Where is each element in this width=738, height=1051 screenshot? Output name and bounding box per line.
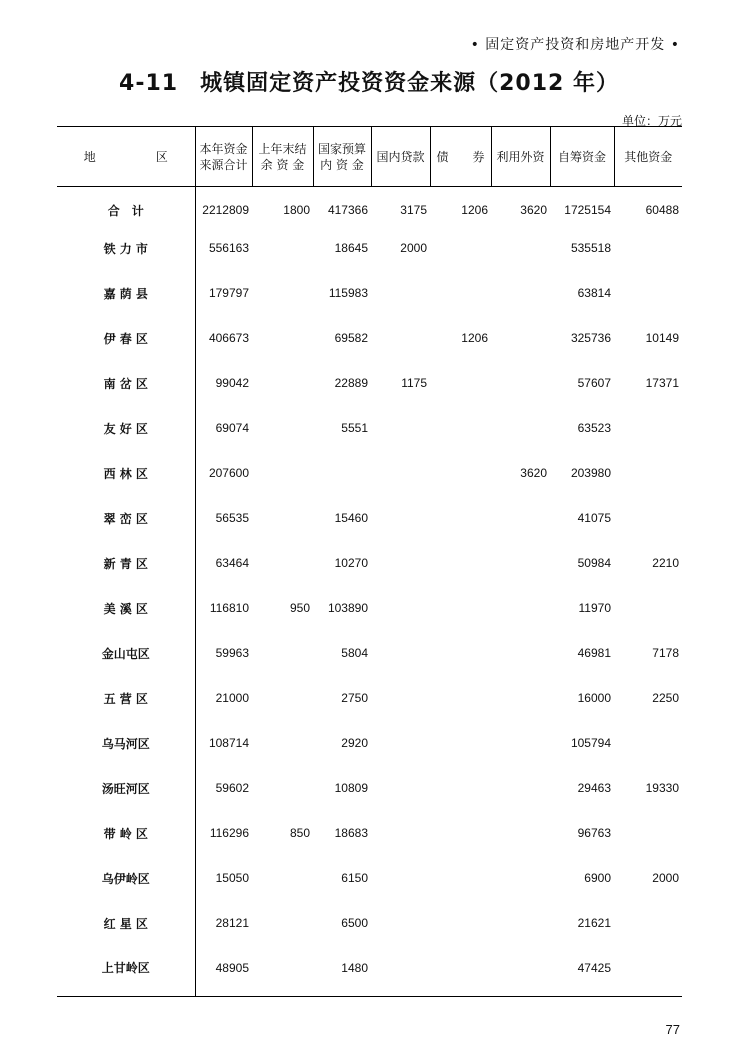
cell-state-budget: 115983 (328, 286, 368, 300)
cell-self-raised: 41075 (577, 511, 611, 525)
cell-total: 406673 (195, 322, 252, 367)
cell-total: 56535 (195, 502, 252, 547)
cell-foreign-capital: 3620 (520, 466, 547, 480)
cell-self-raised: 11970 (578, 601, 611, 615)
cell-domestic-loans (371, 547, 430, 592)
cell-domestic-loans: 3175 (400, 203, 427, 218)
cell-state-budget: 22889 (334, 376, 368, 390)
cell-other: 2250 (652, 691, 679, 705)
cell-self-raised: 96763 (577, 826, 611, 840)
cell-domestic-loans (371, 592, 430, 637)
cell-total: 2212809 (195, 187, 252, 232)
cell-bonds (430, 232, 491, 277)
cell-region: 嘉 荫 县 (103, 286, 148, 301)
table-row (57, 952, 682, 997)
cell-self-raised: 203980 (570, 466, 611, 480)
cell-other: 10149 (645, 331, 679, 345)
cell-self-raised: 1725154 (564, 203, 611, 218)
cell-region: 五 营 区 (103, 691, 148, 706)
cell-carryover (252, 277, 313, 322)
cell-foreign-capital (491, 502, 550, 547)
cell-foreign-capital (491, 682, 550, 727)
cell-other (614, 412, 682, 457)
cell-other (614, 952, 682, 997)
cell-other: 60488 (645, 203, 679, 218)
page-number: 77 (665, 1022, 680, 1037)
cell-bonds (430, 907, 491, 952)
cell-bonds (430, 412, 491, 457)
cell-region: 伊 春 区 (103, 331, 148, 346)
cell-carryover (252, 367, 313, 412)
cell-foreign-capital (491, 862, 550, 907)
cell-bonds (430, 862, 491, 907)
cell-bonds (430, 727, 491, 772)
cell-domestic-loans (371, 772, 430, 817)
cell-region: 乌马河区 (101, 736, 150, 751)
cell-domestic-loans (371, 862, 430, 907)
cell-region: 铁 力 市 (103, 241, 148, 256)
cell-bonds (430, 457, 491, 502)
cell-state-budget: 417366 (327, 203, 368, 218)
cell-self-raised: 105794 (570, 736, 611, 750)
cell-total: 207600 (195, 457, 252, 502)
cell-state-budget: 103890 (327, 601, 368, 615)
cell-foreign-capital (491, 232, 550, 277)
cell-total: 21000 (195, 682, 252, 727)
cell-bonds: 1206 (461, 331, 488, 345)
cell-carryover (252, 322, 313, 367)
cell-foreign-capital (491, 817, 550, 862)
cell-carryover (252, 772, 313, 817)
col-header-total: 本年资金 来源合计 (195, 127, 252, 187)
cell-self-raised: 46981 (577, 646, 611, 660)
cell-state-budget: 6150 (341, 871, 368, 885)
cell-total: 69074 (195, 412, 252, 457)
cell-self-raised: 535518 (570, 241, 611, 255)
cell-total: 63464 (195, 547, 252, 592)
cell-bonds: 1206 (461, 203, 488, 218)
cell-self-raised: 325736 (570, 331, 611, 345)
cell-other: 7178 (652, 646, 679, 660)
cell-foreign-capital (491, 727, 550, 772)
cell-bonds (430, 367, 491, 412)
cell-self-raised: 21621 (577, 916, 611, 930)
table-row (57, 412, 682, 457)
cell-region: 新 青 区 (103, 556, 148, 571)
cell-carryover (252, 682, 313, 727)
table-row (57, 592, 682, 637)
cell-carryover (252, 862, 313, 907)
col-header-domestic-loans: 国内贷款 (371, 127, 430, 187)
cell-region: 友 好 区 (103, 421, 148, 436)
table-row (57, 727, 682, 772)
cell-state-budget: 5804 (341, 646, 368, 660)
cell-other (614, 277, 682, 322)
cell-other: 19330 (645, 781, 679, 795)
cell-other (614, 502, 682, 547)
cell-self-raised: 57607 (577, 376, 611, 390)
table-row (57, 367, 682, 412)
cell-carryover (252, 412, 313, 457)
cell-total: 28121 (195, 907, 252, 952)
cell-foreign-capital (491, 277, 550, 322)
cell-self-raised: 47425 (550, 952, 614, 997)
cell-total: 99042 (195, 367, 252, 412)
cell-carryover: 950 (289, 601, 310, 615)
cell-total: 179797 (195, 277, 252, 322)
cell-region: 合 计 (107, 203, 144, 218)
cell-region: 乌伊岭区 (101, 871, 150, 886)
cell-domestic-loans (371, 727, 430, 772)
col-header-carryover: 上年末结 余 资 金 (252, 127, 313, 187)
col-header-other: 其他资金 (614, 127, 682, 187)
cell-bonds (430, 682, 491, 727)
cell-foreign-capital: 3620 (520, 203, 547, 218)
table-row (57, 457, 682, 502)
cell-total: 116296 (195, 817, 252, 862)
table-row (57, 682, 682, 727)
cell-domestic-loans (371, 907, 430, 952)
unit-label: 单位：万元 (621, 114, 682, 128)
cell-total: 48905 (195, 952, 252, 997)
cell-bonds (430, 772, 491, 817)
cell-region: 汤旺河区 (101, 781, 150, 796)
cell-region: 南 岔 区 (103, 376, 148, 391)
cell-carryover (252, 502, 313, 547)
cell-domestic-loans: 2000 (400, 241, 427, 255)
cell-state-budget: 6500 (341, 916, 368, 930)
table-row (57, 637, 682, 682)
cell-bonds (430, 952, 491, 997)
table-row (57, 232, 682, 277)
cell-self-raised: 29463 (577, 781, 611, 795)
cell-state-budget: 10270 (334, 556, 368, 570)
cell-carryover (252, 232, 313, 277)
cell-carryover: 1800 (283, 203, 310, 218)
cell-other: 2000 (652, 871, 679, 885)
cell-bonds (430, 637, 491, 682)
cell-bonds (430, 502, 491, 547)
cell-state-budget: 2750 (341, 691, 368, 705)
table-row (57, 547, 682, 592)
cell-carryover (252, 637, 313, 682)
cell-bonds (430, 592, 491, 637)
cell-other (614, 457, 682, 502)
running-header: • 固定资产投资和房地产开发 • (470, 37, 680, 53)
cell-region: 金山屯区 (101, 646, 150, 661)
cell-self-raised: 63523 (577, 421, 611, 435)
cell-state-budget: 18645 (334, 241, 368, 255)
cell-state-budget: 1480 (313, 952, 371, 997)
cell-domestic-loans (371, 682, 430, 727)
cell-other (614, 232, 682, 277)
cell-domestic-loans (371, 952, 430, 997)
cell-domestic-loans (371, 637, 430, 682)
table-row (57, 187, 682, 232)
cell-self-raised: 63814 (577, 286, 611, 300)
cell-domestic-loans (371, 412, 430, 457)
cell-foreign-capital (491, 952, 550, 997)
cell-domestic-loans: 1175 (401, 376, 427, 390)
col-header-foreign-capital: 利用外资 (491, 127, 550, 187)
cell-bonds (430, 547, 491, 592)
table-row (57, 772, 682, 817)
cell-domestic-loans (371, 277, 430, 322)
cell-region: 美 溪 区 (103, 601, 148, 616)
cell-state-budget: 2920 (341, 736, 368, 750)
cell-region: 带 岭 区 (103, 826, 148, 841)
cell-foreign-capital (491, 772, 550, 817)
cell-state-budget (313, 457, 371, 502)
table-body (57, 187, 682, 997)
cell-total: 59602 (195, 772, 252, 817)
cell-other: 2210 (652, 556, 679, 570)
cell-foreign-capital (491, 637, 550, 682)
table-row (57, 277, 682, 322)
cell-foreign-capital (491, 547, 550, 592)
cell-domestic-loans (371, 817, 430, 862)
cell-region: 翠 峦 区 (103, 511, 148, 526)
cell-bonds (430, 817, 491, 862)
cell-other (614, 727, 682, 772)
cell-carryover (252, 952, 313, 997)
cell-carryover: 850 (289, 826, 310, 840)
table-number: 4-11 (119, 71, 179, 96)
col-header-bonds: 债 券 (430, 127, 491, 187)
cell-state-budget: 18683 (334, 826, 368, 840)
table-title-text: 城镇固定资产投资资金来源（2012 年） (200, 71, 619, 96)
cell-total: 116810 (195, 592, 252, 637)
cell-carryover (252, 547, 313, 592)
col-header-region: 地 区 (57, 127, 195, 187)
cell-self-raised: 50984 (577, 556, 611, 570)
cell-state-budget: 10809 (334, 781, 368, 795)
table-row (57, 817, 682, 862)
table-row (57, 322, 682, 367)
cell-total: 15050 (195, 862, 252, 907)
cell-region: 西 林 区 (103, 466, 148, 481)
cell-other (614, 907, 682, 952)
cell-foreign-capital (491, 322, 550, 367)
cell-total: 108714 (195, 727, 252, 772)
table-header-row (57, 127, 682, 187)
cell-carryover (252, 457, 313, 502)
cell-total: 556163 (195, 232, 252, 277)
cell-state-budget: 69582 (334, 331, 368, 345)
page-title (0, 66, 738, 97)
cell-other (614, 592, 682, 637)
col-header-self-raised: 自筹资金 (550, 127, 614, 187)
cell-foreign-capital (491, 907, 550, 952)
cell-self-raised: 6900 (584, 871, 611, 885)
funding-source-table (57, 126, 682, 997)
col-header-state-budget: 国家预算 内 资 金 (313, 127, 371, 187)
table-row (57, 862, 682, 907)
cell-bonds (430, 277, 491, 322)
cell-domestic-loans (371, 502, 430, 547)
cell-foreign-capital (491, 592, 550, 637)
table-row (57, 502, 682, 547)
cell-foreign-capital (491, 367, 550, 412)
cell-other (614, 817, 682, 862)
cell-state-budget: 5551 (341, 421, 368, 435)
cell-state-budget: 15460 (334, 511, 368, 525)
cell-foreign-capital (491, 412, 550, 457)
cell-carryover (252, 727, 313, 772)
cell-region: 红 星 区 (103, 916, 148, 931)
cell-self-raised: 16000 (577, 691, 611, 705)
cell-domestic-loans (371, 457, 430, 502)
table-row (57, 907, 682, 952)
cell-total: 59963 (195, 637, 252, 682)
cell-domestic-loans (371, 322, 430, 367)
cell-carryover (252, 907, 313, 952)
cell-region: 上甘岭区 (57, 952, 195, 997)
cell-other: 17371 (645, 376, 679, 390)
